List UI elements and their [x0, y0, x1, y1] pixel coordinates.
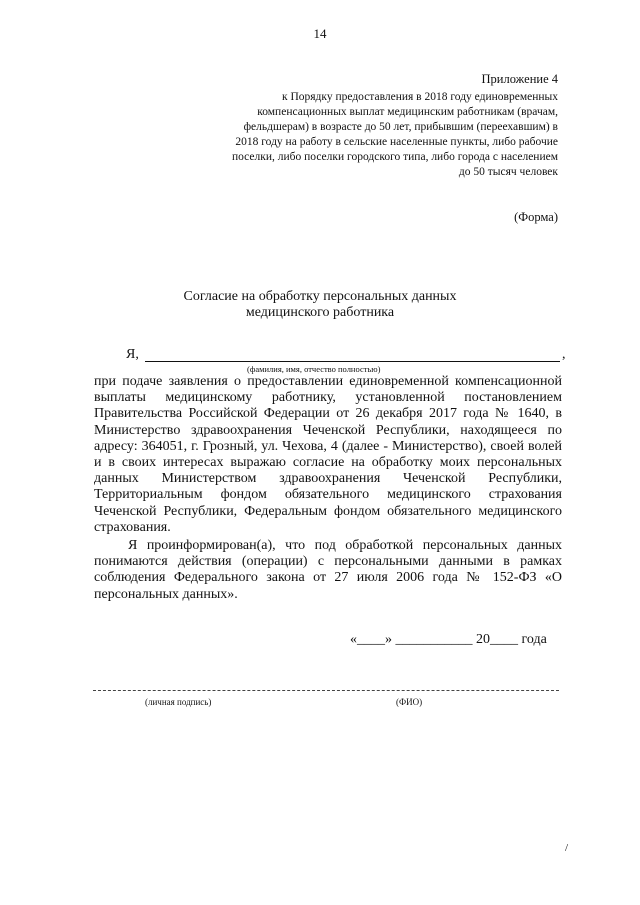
appendix-label: Приложение 4 — [481, 72, 558, 86]
title-line-2: медицинского работника — [245, 305, 395, 320]
document-title — [0, 289, 640, 321]
body-paragraph-1: при подаче заявления о предоставлении единовременной компенсационной выплаты медицинскому работнику, установленной постановлением Правительства Российской Федерации от 26 декабря 2017 года № 1640, в Министерство здравоохранения Чеченской Республики, находящееся по адресу: 364051, г. Грозный, ул. Чехова, 4 (далее - Министерство), своей волей и в своих интересах выражаю согласие на обработку моих персональных данных Министерством здравоохранения Чеченской Республики, Территориальным фондом обязательного медицинского страхования Чеченской Республики, Федеральным фондом обязательного медицинского страхования. — [94, 374, 562, 535]
date-line[interactable]: «____» ___________ 20____ года — [350, 632, 547, 647]
signature-label: (личная подпись) — [145, 697, 212, 707]
fio-prefix: Я, — [126, 347, 139, 362]
corner-mark: / — [565, 842, 569, 854]
appendix-note: к Порядку предоставления в 2018 году единовременных компенсационных выплат медицинским работникам (врачам, фельдшерам) в возрасте до 50 лет, прибывшим (переехавшим) в 2018 году на работу в сельские населенные пункты, либо рабочие поселки, либо поселки городского типа, либо города с населением до 50 тысяч человек — [231, 91, 558, 178]
body-text — [94, 374, 562, 603]
fio-suffix: , — [562, 347, 566, 362]
body-paragraph-2: Я проинформирован(а), что под обработкой персональных данных понимаются действия (операции) с персональными данными в рамках соблюдения Федерального закона от 27 июля 2006 года № 152-ФЗ «О персональных данных». — [94, 538, 562, 602]
page-number: 14 — [313, 26, 327, 41]
signature-line[interactable] — [93, 690, 559, 691]
fio-hint: (фамилия, имя, отчество полностью) — [247, 364, 381, 374]
fio-blank-line[interactable] — [145, 361, 560, 362]
form-label: (Форма) — [514, 210, 558, 224]
title-line-1: Согласие на обработку персональных данных — [183, 289, 457, 304]
name-label: (ФИО) — [396, 697, 423, 707]
